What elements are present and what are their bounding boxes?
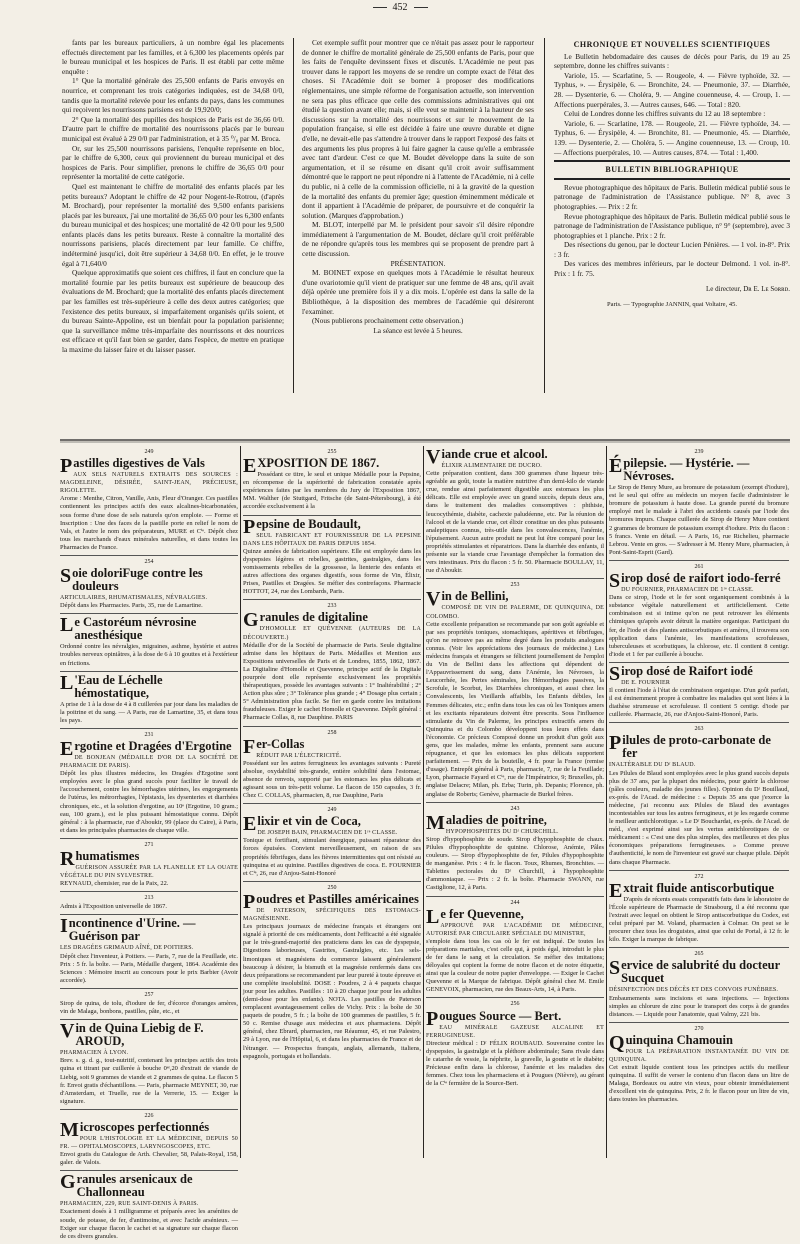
advertisement [60, 989, 238, 1020]
advertisement [609, 561, 789, 663]
ad-body: Admis à l'Exposition universelle de 1867. [60, 903, 167, 911]
ad-body: Embaumements sans incisions et sans injections. — Injections simples au chlorure de zinc pour le transport des corps à de grandes distances. — Liquide pour l'anatomie, quai Valmy, 221 bis. [609, 994, 789, 1018]
ads-column-2 [243, 446, 421, 1158]
ad-subtitle: ARTICULAIRES, RHUMATISMALES, NÉVRALGIES. [60, 595, 208, 602]
ad-body: A prise de 1 à la dose de 4 à 8 cuillerées par jour dans les maladies de la poitrine et du sang. — A Paris, rue de Lamartine, 35, et dans tous les pays. [60, 700, 238, 724]
ad-initial: S [609, 662, 621, 685]
advertisement [609, 723, 789, 870]
ad-subtitle: POUR L'HISTOLOGIE ET LA MÉDECINE, DEPUIS 50 FR. — OPHTALMOSCOPES, LARYNGOSCOPES, ETC. [60, 1135, 238, 1151]
ad-subtitle: HYPOPHOSPHITES DU Dʳ CHURCHILL. [445, 828, 559, 835]
ad-body: D'après de récents essais comparatifs faits dans le laboratoire de l'École supérieure de Pharmacie de Strasbourg, il a été reconnu que l'extrait avec lequel on obtient le Sirop antiscorbutique du Codex, est celui préparé par M. Voland, pharmacien à Colmar. On peut se le procurer chez tous les droguistes, ainsi que celui de Portal, à 12 fr. le kilo. Exiger la marque de fabrique. [609, 895, 789, 944]
advertisement [60, 1110, 238, 1171]
ad-title: Pepsine de Boudault, [243, 515, 361, 538]
ad-body: Envoi gratis du Catalogue de Arth. Chevalier, 58, Palais-Royal, 158, galer. de Valois. [60, 1151, 238, 1167]
advertisement [60, 614, 238, 671]
ad-body: Les principaux journaux de médecine français et étrangers ont signalé à priorité de ces médicaments, dont l'efficacité a été signalée par le très-grand-majorité des praticiens dans les cas de dyspepsie, Digestions laborieuses, Gastrites, Gastralgies, etc. Les sels-limoniques et magnésiens du commerce laissent généralement beaucoup à désirer, la bismuth et la magnésie renfermés dans ces deux préparations se recommandent par leur pureté à toute épreuve et une complète insolubilité. DOSE : Poudres, 2 à 4 paquets chaque jour pour les adultes. Pastilles : 10 à 20 chaque jour pour les adultes (demi-dose pour les enfants). NOTA. Les pastilles de Paterson remplacent avantageusement celles de Vichy. Prix : la boîte de 30 paquets de poudre, 5 fr. ; la boîte de 100 grammes de pastilles, 5 fr. 50 c. Remise d'usage aux médecins et aux pharmaciens. Dépôt général, chez Ebrard, pharmacien, rue Réaumur, 45, et rue Palestro, 29 à Lyon, rue de l'Hôpital, 6, et dans les pharmacies de France et de l'étranger. — Prospectus français, anglais, allemands, italiens, espagnols, portugais et hollandais. [243, 923, 421, 1060]
ad-initial: E [60, 737, 74, 760]
ad-initial: R [60, 848, 75, 870]
advertisement [243, 516, 421, 601]
ad-title: Sirop dosé de raifort iodo-ferré [609, 570, 781, 593]
chronique-paragraph: Variole, 6. — Scarlatine, 178. — Rougeole, 21. — Fièvre typhoïde, 34. — Typhus, 6. — Érysipèle, 4. — Bronchite, 81. — Pneumonie, 45. — Diarrhée, 139. — Dysenterie, 2. — Choléra, 5. — Angine couenneuse, 13. — Croup, 10. — Affections puerpérales, 10. — Autres causes, 874. — Total : 1,400. [554, 118, 790, 157]
ad-initial: F [243, 735, 256, 758]
advertisement [243, 882, 421, 1064]
director-signature: Le directeur, Dʀ E. Lᴇ Sᴏʀʀᴅ. [706, 284, 790, 293]
advertisement [426, 446, 604, 579]
advertisement [609, 663, 789, 723]
ad-title: Fer-Collas [243, 735, 305, 758]
advertisement [426, 579, 604, 802]
advertisement [60, 1020, 238, 1110]
ad-number: 254 [144, 559, 154, 566]
ad-body: Arome : Menthe, Citron, Vanille, Anis, Fleur d'Oranger. Ces pastilles contiennent les principes actifs des eaux alcalines-bicarbonatées, sous forme d'une dose de sels naturels qu'on emploie. — Forme et Inscription : Une des faces de la pastille porte en relief le nom de Vals, et l'autre le nom des préparateurs, MURE et Cⁱᵉ. Dépôt chez tous les marchands d'eaux minérales naturelles, et dans toutes les Pharmacies de France. [60, 495, 238, 551]
ad-initial: M [60, 1118, 79, 1141]
advertisement [609, 871, 789, 949]
ad-title: Rhumatismes [60, 848, 140, 870]
ad-title: Le fer Quevenne, [426, 905, 524, 928]
chronique-heading: CHRONIQUE ET NOUVELLES SCIENTIFIQUES [573, 40, 771, 49]
ad-subtitle: LES DRAGÉES GRIMAUD AÎNÉ, DE POITIERS. [60, 945, 194, 952]
article-paragraph: 2° Que la mortalité des pupilles des hospices de Paris est de 36,66 0/0. D'autre part le chiffre de mortalité des nourrissons placés par le bureau municipal est évalué à 29 0/0 par l'administration, et à 35 ⁰/₀ par M. Broca. [62, 114, 284, 143]
ad-number: 249 [327, 807, 337, 814]
ad-subtitle: GUÉRISON ASSURÉE PAR LA FLANELLE ET LA OUATE VÉGÉTALE DU PIN SYLVESTRE. [60, 865, 238, 880]
ad-title: Pougues Source — Bert. [426, 1007, 562, 1030]
advertisement [609, 948, 789, 1022]
ad-body: Les Pilules de Blaud sont employées avec le plus grand succès depuis plus de 37 ans, par la plupart des médecins, pour guérir la chlorose (pâles couleurs, maladie des jeunes filles). Opinion du Dʳ Bouillaud, ex-prés. de l'Acad. de médecine : « Depuis 35 ans que j'exerce la médecine, j'ai reconnu aux Pilules de Blaud des avantages incontestables sur tous les autres ferrugineux, et je les regarde comme le meilleur antichlorotique. » Le Dʳ Bouchardat, ex-prés. de l'Acad. de méd., s'est exprimé ainsi sur les vertus antichlorotiques de ce médicament : « C'est une des plus simples, des meilleures et des plus économiques préparations ferrugineuses. » Comme preuve d'authenticité, le nom de l'inventeur est gravé sur chaque pilule. Dépôt dans chaque Pharmacie. [609, 769, 789, 866]
ad-body: Quinze années de fabrication supérieure. Elle est employée dans les dyspepsies légères et rebelles, gastrites, gastralgies, dans les vomissements rebelles de la grossesse, la lienterie des enfants et autres affections des organes digestifs, sous forme de Vin, Élixir, Prises, Pastilles et Dragées. Se méfier des contrefaçons. Pharmacie HOTTOT, 24, rue des Lombards, Paris. [243, 547, 421, 596]
ad-body: Cette préparation contient, dans 300 grammes d'une liqueur très-agréable au goût, toute la matière nutritive d'un demi-kilo de viande crue, rendue ainsi parfaitement digestible aux estomacs les plus délicats. Elle est employée avec un grand succès, depuis deux ans, dans le traitement des maladies consomptives : phthisie, leucocythémie, diabète, cachexie paludéenne, etc. Par la réunion de l'alcool et de la viande crue, cet élixir constitue un des plus puissants analeptiques connus, très-utile dans les convalescences, l'anémie, l'épuisement. Aucun autre produit ne peut lui être comparé pour les propriétés stimulantes et réparatrices. Dans la diarrhée des enfants, il présente sur la viande crue l'avantage d'empêcher la formation des vers intestinaux. Prix du flacon : 5 fr. 50. Pharmacie BOULLAY, 11, rue d'Aboukir. [426, 470, 604, 575]
ad-subtitle: AUX SELS NATURELS EXTRAITS DES SOURCES : MAGDELEINE, DÉSIRÉE, SAINT-JEAN, PRÉCIEUSE, RIGOLETTE. [60, 472, 238, 495]
chronique-paragraph: Celui de Londres donne les chiffres suivants du 12 au 18 septembre : [564, 109, 766, 119]
ad-subtitle: POUR LA PRÉPARATION INSTANTANÉE DU VIN DE QUINQUINA. [609, 1048, 789, 1063]
ad-body: Possédant ce titre, le seul et unique Médaille pour la Pepsine, en récompense de la supériorité de fabrication constatée après expériences faites par les membres du Jury de l'Exposition 1867, MM. Walther (de Stuttgard, Fritsche (de Saint-Pétersbourg), à été accordée exclusivement à la [243, 471, 421, 511]
ads-column-3 [426, 446, 604, 1158]
ad-number: 239 [694, 449, 704, 455]
ad-title: Ergotine et Dragées d'Ergotine [60, 737, 232, 760]
ad-number: 226 [144, 1112, 154, 1119]
ad-number: 233 [327, 603, 337, 610]
ad-initial: S [60, 565, 72, 588]
article-paragraph: PRÉSENTATION. [390, 258, 446, 268]
biblio-entry: Revue photographique des hôpitaux de Paris. Bulletin médical publié sous le patronage de l'administration de l'Assistance publique, n° 9° (septembre), avec 3 photographies et 1 planche. Prix : 2 fr. [554, 211, 790, 240]
ad-number: 255 [327, 449, 337, 455]
ad-body: Dépôt les plus illustres médecins, les Dragées d'Ergotine sont employées avec le plus grand succès pour faciliter le travail de l'accouchement, contre les hémorrhagies utérines, les engorgements de l'utérus, les métrorrhagies, l'épistaxis, les dysenteries et diarrhées chroniques, etc., et la solution d'ergotine, au 10ᵉ (Ergotine, 10 gram.; eau, 100 gram.), est le plus puissant hémostatique connu. Dépôt général : à la pharmacie, rue d'Aboukir, 99 (place du Caire), à Paris, et dans les principales pharmacies de chaque ville. [60, 770, 238, 834]
advertisement [426, 897, 604, 999]
article-column-1 [62, 38, 284, 390]
ad-body: Cet extrait liquide contient tous les principes actifs du meilleur quinquina. Il suffit de verser le contenu d'un flacon dans un litre de Malaga, Bordeaux ou autre vin vieux, pour obtenir immédiatement d'excellent vin de quinquina. Prix, 2 fr. le flacon pour un litre de vin, dans toutes les pharmacies. [609, 1064, 789, 1104]
advertisement [609, 446, 789, 561]
article-paragraph: M. BLOT, interpellé par M. le président pour savoir s'il désire répondre immédiatement à l'argumentation de M. Boudet, déclare qu'il croit préférable de ne répondre qu'après tous les membres qui se proposent de prendre part à cette discussion. [302, 220, 534, 259]
ad-initial: Q [609, 1031, 625, 1054]
ad-body: Exactement dosés à 1 milligramme et préparés avec les arsénites de soude, de potasse, de fer, d'antimoine, et avec l'acide arsénieux. — Exiger sur chaque flacon le cachet et sa signature sur chaque flacon de ces divers granules. [60, 1208, 238, 1240]
ad-number: 250 [327, 884, 337, 891]
page-number: 452 [0, 2, 800, 13]
advertisement [60, 1171, 238, 1243]
ad-title: Service de salubrité du docteur Sucquet [609, 957, 780, 986]
ad-number: 256 [510, 1001, 520, 1008]
ad-body: Sirop de quina, de tolu, d'iodure de fer, d'écorce d'oranges amères, vin de Malaga, bonbons, pastilles, pâte, etc., et [60, 1000, 238, 1016]
article-paragraph: Cet exemple suffit pour montrer que ce n'était pas assez pour le rapporteur de donner le chiffre de mortalité générale de 25,500 enfants de Paris, pour que les faits de l'enquête devinssent fixes et discutés. L'Académie ne peut pas trouver dans le rapport les moyens de se rendre un compte exact de l'état des choses. Si l'Académie doit se borner à proposer des modifications réglementaires, une simple réforme de l'organisation actuelle, son intervention ne sera pas plus efficace que celle des commissions administratives qui ont étudié la question avant elle; mais, si elle veut se maintenir à la hauteur de ses discussions sur la mortalité des nourrissons et sur le mouvement de la population française, si elle est décidée à faire une œuvre durable et digne d'elle, ne devait-elle pas s'attendre à trouver dans le rapport l'exposé des faits et des arguments les plus propres à lui faire gagner la cause qu'elle a embrassée avec tant d'ardeur. C'est ce que M. Boudet développe dans la suite de son argumentation, et il se résume en disant qu'il croit avoir suffisamment démontré que le rapport ne peut répondre ni à l'attente de l'Académie, ni à celle du public, ni à celle de la commission officielle, ni à la gravité de la question de la mortalité des enfants du premier âge; question éminemment médicale et dont il appartient à l'Académie de préparer, de poursuivre et de conquérir la solution. (Marques d'approbation.) [302, 38, 534, 220]
ad-body: Directeur médical : Dʳ FÉLIX ROUBAUD. Souveraine contre les dyspepsies, la gastralgie et la pléthore abdominale; Sans rivale dans le catarrhe de vessie, la néphrite, la gravelle, la goutte et le diabète; Précieuse enfin dans la chlorose, l'anémie et les maladies des femmes. Chez tous les pharmaciens et à Pougues (Nièvre), au gérant de la Cⁱᵉ fermière de la Source-Bert. [426, 1039, 604, 1088]
ad-initial: P [60, 455, 73, 478]
ad-number: 263 [694, 726, 704, 733]
ad-subtitle: DE JOSEPH BAIN, PHARMACIEN DE 1ʳᵉ CLASSE. [257, 830, 398, 837]
ad-initial: L [60, 614, 74, 637]
biblio-entry: Des résections du genou, par le docteur Lucien Pénières. — 1 vol. in-8°. Prix : 3 fr. [554, 240, 790, 259]
ad-number: 253 [510, 582, 520, 589]
ad-number: 270 [694, 1025, 704, 1032]
article-paragraph: Quelque approximatifs que soient ces chiffres, il faut en conclure que la mortalité fournie par les petits bureaux est supérieure de beaucoup des évaluations de M. Brochard; que la mortalité des enfants placés directement par les familles est très-supérieure à celle des deux autres catégories; que l'existence des petits bureaux, si imparfaitement organisés qu'ils soient, et du bureau Sainte-Appoline, est un bienfait pour la population parisienne; que la surveillance même très-imparfaite des nourrissons et des nourrices est efficace et qu'il faut bien se garder, dans l'espèce, de mettre en pratique la maxime du laisser faire et du laisser passer. [62, 268, 284, 354]
printer-line: Paris. — Typographie JANNIN, quai Voltaire, 45. [607, 301, 737, 309]
article-paragraph: Quel est maintenant le chiffre de mortalité des enfants placés par les petits bureaux? Adoptant le chiffre de 42 pour Nogent-le-Rotrou, (d'après M. Brochard), pour représenter la mortalité des 9,500 enfants parisiens placés par les bureaux, j'ai une mortalité de 36,65 0/0 pour les 6,300 enfants du bureau municipal et des hospices; une mortalité de 42 0/0 pour les 9,500 enfants placés dans les petits bureaux. Reste à connaître la mortalité des nourrissons parisiens, placés directement par leur famille. Ce chiffre, indéterminé jusqu'ici, doit être supérieur à 34,68 0/0. En effet, je le trouve égal à 71,640/0 [62, 181, 284, 268]
ad-initial: É [609, 455, 623, 478]
article-paragraph: M. BOINET expose en quelques mots à l'Académie le résultat heureux d'une ovariotomie qu'il vient de pratiquer sur une femme de 48 ans, qu'il avait déjà opérée une première fois il y a dix mois. L'opérée est dans la salle de la Bibliothèque, à la disposition des membres de l'académie qui désireront l'examiner. [302, 268, 534, 316]
ad-body: s'emploie dans tous les cas où le fer est indiqué. De toutes les préparations martiales, c'est celle qui, à poids égal, introduit le plus de fer dans le sang et la circulation. Se méfier des imitations; déloyales qui copient la forme de notre flacon et de notre étiquette, ainsi que la couleur de notre papier d'enveloppe. — Exiger le Cachet Quevenne et la Marque de fabrique. Dépôt général chez M. Emile GENEVOIX, pharmacien, rue des Beaux-Arts, 14, à Paris. [426, 937, 604, 994]
section-rule [554, 178, 790, 180]
ad-number: 271 [144, 841, 154, 848]
article-paragraph: 1° Que la mortalité générale des 25,500 enfants de Paris envoyés en nourrice, et comprenant les trois catégories indiquées, est de 34,68 0/0, tandis que la mortalité relevée pour les enfants du pays, dans les communes qui reçoivent les nourrissons parisiens est de 19,920/0; [62, 76, 284, 115]
advertisement [243, 446, 421, 516]
ad-body: Possédant sur les autres ferrugineux les avantages suivants : Pureté absolue, oxydabilité très-grande, entière solubilité dans l'estomac, absence de renvois, supporté par les estomacs les plus délicats et agissant sous un très-petit volume. Le flacon de 150 capsules, 3 fr. Chez C. COLLAS, pharmacien, 8, rue Dauphine, Paris [243, 759, 421, 800]
column-divider [240, 446, 241, 1158]
ornamental-rule [60, 437, 790, 443]
ad-number: 257 [144, 991, 154, 998]
ad-initial: L [426, 905, 440, 928]
ad-body: Tonique et fortifiant, stimulant énergique, puissant réparateur des forces épuisées. Convient merveilleusement, en raison de ses propriétés fébrifuges, dans les fièvres intermittentes qui ont résisté au quinquina et au quinine. Pastilles digestives de coca. E. FOURNIER et Cⁱᵉ, 26, rue d'Anjou-Saint-Honoré [243, 837, 421, 877]
ads-column-4 [609, 446, 789, 1158]
ad-title: Viande crue et alcool. [426, 446, 548, 468]
ad-title: Sirop dosé de Raifort iodé [609, 662, 753, 685]
ad-subtitle: DE BONJEAN (MÉDAILLE D'OR DE LA SOCIÉTÉ DE PHARMACIE DE PARIS). [60, 754, 238, 770]
advertisement [426, 803, 604, 897]
ad-initial: P [426, 1007, 439, 1030]
ad-body: Sirop d'hypophosphite de soude. Sirop d'hypophosphite de chaux. Pilules d'hypophosphite de quinine. Chlorose, Anémie, Pâles couleurs. — Sirop d'hypophosphite de fer, Pilules d'hypophosphite de manganèse. Prix : 4 fr. le flacon. Toux, Rhumes, Bronchites. — Tablettes pectorales du Dʳ Churchill, à l'hypophosphite d'ammoniaque. — Prix : 2 fr. la boîte. Pharmacie SWANN, rue Castiglione, 12, à Paris. [426, 835, 604, 892]
section-rule [554, 160, 790, 162]
ad-title: Pilules de proto-carbonate de fer [609, 732, 771, 761]
ad-initial: E [243, 813, 257, 836]
advertisement [426, 998, 604, 1091]
advertisement [60, 915, 238, 988]
chronique-paragraph: Le Bulletin hebdomadaire des causes de décès pour Paris, du 19 au 25 septembre, donne les chiffres suivants : [554, 51, 790, 71]
article-paragraph: fants par les bureaux particuliers, à un nombre égal les placements effectués directement par les familles, et à 6,300 les placements opérés par le bureau municipal et les hospices de Paris. Il est établi par cette même enquête : [62, 38, 284, 76]
ad-initial: G [60, 1171, 76, 1194]
advertisement [60, 446, 238, 556]
advertisement [60, 729, 238, 839]
ad-title: Extrait fluide antiscorbutique [609, 879, 775, 902]
ad-subtitle: DÉSINFECTION DES DÉCÈS ET DES CONVOIS FUNÈBRES. [609, 987, 779, 994]
advertisement [609, 1023, 789, 1108]
ad-subtitle: DE E. FOURNIER [621, 679, 671, 686]
ad-title: Le Castoréum névrosine anesthésique [60, 614, 197, 643]
ad-title: Elixir et vin de Coca, [243, 813, 361, 836]
ad-subtitle: COMPOSÉ DE VIN DE PALERME, DE QUINQUINA, DE COLOMBO. [426, 605, 604, 620]
ad-body: Le Sirop de Henry Mure, au bromure de potassium (exempt d'iodure), est le seul qui offre au médecin un moyen facile d'administrer le bromure de potassium à haute dose. La grande pureté du bromure employé met le malade à l'abri des accidents causés par l'iode des bromures impurs. Chaque cuillerée de Sirop de Henry Mure contient 2 grammes de bromure de potassium exempt d'iodure. Prix du flacon : 5 francs. Vente en détail. — A Paris, 16, rue Richelieu, pharmacie Lebrou. Vente en gros. — S'adresser à M. Henry Mure, pharmacien, à Pont-Saint-Esprit (Gard). [609, 484, 789, 556]
ad-subtitle: D'HOMOLLE ET QUÉVENNE (AUTEURS DE LA DÉCOUVERTE.) [243, 626, 421, 641]
ad-initial: G [243, 609, 259, 632]
article-column-2 [302, 38, 534, 390]
ads-column-1 [60, 446, 238, 1240]
ad-subtitle: PHARMACIEN, 229, RUE SAINT-DENIS À PARIS. [60, 1201, 199, 1208]
ad-number: 258 [327, 729, 337, 736]
advertisement [243, 727, 421, 805]
ad-body: Médaille d'or de la Société de pharmacie de Paris. Seule digitaline admise dans les hôpitaux de Paris. Médailles et Mention aux Expositions universelles de Paris et de Londres, 1855, 1862, 1867. La Digitaline d'Homolle et Quevenne, principe actif de la Digitale pourprée dont elle représente exclusivement les propriétés thérapeutiques, possède les avantages suivants : 1° Inaltérabilité ; 2° Action plus sûre ; 3° Tolérance plus grande ; 4° Dosage plus certain ; 5° Administration plus facile. Se fier en garde contre les imitations frauduleuses. Exiger le cachet Homolle et Quevenne. Dépôt général : Pharmacie Collas, 8, rue Dauphine. PARIS [243, 641, 421, 722]
advertisement [60, 672, 238, 729]
biblio-heading: BULLETIN BIBLIOGRAPHIQUE [605, 165, 739, 175]
ad-subtitle: SEUL FABRICANT ET FOURNISSEUR DE LA PEPSINE DANS LES HÔPITAUX DE PARIS DEPUIS 1854. [243, 532, 421, 547]
column-divider [606, 446, 607, 1158]
ad-subtitle: RÉDUIT PAR L'ÉLECTRICITÉ. [256, 752, 342, 759]
chronique-column [554, 38, 790, 390]
ad-title: Vin de Quina Liebig de F. AROUD, [60, 1020, 204, 1049]
ad-body: Cette excellente préparation se recommande par son goût agréable et par ses propriétés toniques, stomachiques, apéritives et fébrifuges, qu'on ne retrouve pas au même degré dans les produits analogues connus. (Voir les appréciations des journaux de médecine.) Les médecins français et étrangers se félicitent journellement de l'emploi du Vin de Bellini dans les affections qui dépendent de l'Appauvrissement du sang, dans l'Anémie, les Névroses, la Leucorrhée, les Pertes séminales, les Hémorrhagies passives, la Scrofule, le Scorbut, les Diarrhées chroniques, et aussi chez les Convalescents, les Vieillards affaiblis, les Enfants débiles, les Femmes délicates, etc.; enfin dans tous les cas où les Toniques amers et les excitants réparateurs doivent être prescrits. Sous l'influence stimulante du Vin de Palerme, les principes extractifs amers du Quinquina et du Colombo développent tous leurs effets dans l'économie. Ce précieux Composé donne un produit d'un goût aux gens, que les malades, même les enfants, prennent sans aucune répugnance, et que les estomacs les plus délicats supportent parfaitement. — Prix de la bouteille, 4 fr. pour la France (remise d'usage). Entrepôt général à Paris, pharmacie, 7, rue de la Feuillade; Lyon, pharmacie Fayard et Cⁱᵉ, rue de l'Impératrice, 9; Bruxelles, ph. anglaise Delacre; Milan, ph. Erba; Turin, ph. Depanis; Florence, ph. anglaise de Roberts; Genève, pharmacie de Burkel frères. [426, 620, 604, 798]
advertisement [243, 804, 421, 882]
ad-title: Microscopes perfectionnés [60, 1118, 210, 1141]
ad-title: EXPOSITION DE 1867. [243, 455, 380, 478]
ad-title: Épilepsie. — Hystérie. — Névroses. [609, 455, 750, 484]
ad-title: Poudres et Pastilles américaines [243, 890, 419, 913]
ad-initial: V [60, 1020, 75, 1043]
ad-body: Dans ce sirop, l'iode et le fer sont organiquement combinés à la substance végétale naturellement et artificiellement. Cette combinaison est si intime qu'on ne peut retrouver les éléments chimiques qu'après avoir détruit la matière organique. Participant du fer, de l'iode et des plantes antiscorbutiques et amères, il trouvera son application dans l'anémie, les manifestations scrofuleuses, tuberculeuses et scorbutiques, la chlorose, etc. Il contient 8 centigr. d'iode et 1 fer par cuillerée à bouche. [609, 594, 789, 658]
ad-initial: E [243, 455, 257, 478]
chronique-paragraph: Variole, 15. — Scarlatine, 5. — Rougeole, 4. — Fièvre typhoïde, 32. — Typhus, ». — Érysipèle, 6. — Bronchite, 24. — Pneumonie, 37. — Diarrhée, 28. — Dysenterie, 6. — Choléra, 9. — Angine couenneuse, 4. — Croup, 1. — Affections puerpérales, 3. — Autres causes, 646. — Total : 820. [554, 70, 790, 109]
ad-body: REYNAUD, chemisier, rue de la Paix, 22. [60, 880, 169, 888]
biblio-entry: Revue photographique des hôpitaux de Paris. Bulletin médical publié sous le patronage de l'administration de l'Assistance publique. N° 8, avec 3 photographies. — Prix : 2 fr. [554, 182, 790, 211]
ad-title: Maladies de poitrine, [426, 811, 547, 834]
ad-initial: V [426, 588, 441, 611]
ad-number: 243 [510, 805, 520, 812]
ad-subtitle: ÉLIXIR ALIMENTAIRE DE DUCRO. [441, 463, 542, 469]
ad-initial: S [609, 957, 621, 980]
ad-initial: S [609, 570, 621, 593]
advertisement [60, 839, 238, 892]
ad-subtitle: EAU MINÉRALE GAZEUSE ALCALINE ET FERRUGINEUSE. [426, 1024, 604, 1039]
ad-body: Il contient l'iode à l'état de combinaison organique. D'un goût parfait, il est éminemment propre à combattre les maladies qui sont liées à la diathèse strumeuse et scrofuleuse. Il contient 5 centigr. d'iode par cuillerée. Pharmacie, 26, rue d'Anjou-Saint-Honoré, Paris. [609, 686, 789, 719]
article-paragraph: La séance est levée à 5 heures. [373, 325, 463, 335]
ad-initial: L [60, 671, 74, 694]
ad-subtitle: PHARMACIEN À LYON. [60, 1050, 129, 1057]
ad-subtitle: INALTÉRABLE DU Dʳ BLAUD. [609, 762, 696, 769]
ad-number: 272 [694, 873, 704, 880]
ad-initial: P [609, 732, 622, 755]
ad-number: 213 [144, 895, 154, 902]
ad-number: 249 [144, 449, 154, 455]
article-paragraph: Or, sur les 25,500 nourrissons parisiens, l'enquête représente en bloc, par le chiffre de 6,300, ceux qui proviennent du bureau municipal et des hospices de Paris. Pour simplifier, prenons le chiffre de 36,65 0/0 pour représenter la mortalité de cette catégorie. [62, 143, 284, 182]
ad-number: 244 [510, 899, 520, 906]
ad-title: Quinquina Chamouin [609, 1031, 733, 1054]
ad-title: Granules arsenicaux de Challonneau [60, 1171, 193, 1200]
column-divider [423, 446, 424, 1158]
ad-subtitle: DU FOURNIER, PHARMACIEN DE 1ʳᵉ CLASSE. [621, 587, 754, 594]
ad-body: Ordonné contre les névralgies, migraines, asthme, hystérie et autres troubles nerveux opiniâtres, à la dose de 6 à 10 gouttes et à l'extérieur en frictions. [60, 643, 238, 667]
column-divider [293, 38, 294, 393]
ad-title: Soie doloriFuge contre les douleurs [60, 565, 203, 594]
ad-title: Vin de Bellini, [426, 588, 509, 611]
ad-title: Pastilles digestives de Vals [60, 455, 205, 478]
ad-initial: P [243, 890, 256, 913]
advertisement [60, 892, 238, 915]
ad-initial: P [243, 515, 256, 538]
ad-subtitle: DE PATERSON, SPÉCIFIQUES DES ESTOMACS-MAGNÉSIENNE. [243, 907, 421, 923]
advertisement [243, 600, 421, 726]
ad-title: L 'Eau de Léchelle hémostatique, [60, 671, 163, 700]
advertisement [60, 556, 238, 614]
ad-subtitle: APPROUVÉ PAR L'ACADÉMIE DE MÉDECINE, AUTORISÉ PAR CIRCULAIRE SPÉCIALE DU MINISTRE, [426, 922, 604, 937]
ad-initial: V [426, 446, 441, 468]
column-divider [544, 38, 545, 393]
ad-initial: I [60, 915, 68, 938]
ad-title: Incontinence d'Urine. — Guérison par [60, 915, 196, 944]
ad-body: Brev. s. g. d. g., tout-nutritif, contenant les principes actifs des trois quina et titrant par cuillerée à bouche 0ᵉʳ,20 d'extrait de viande de Liebig, soit 9 grammes de viande et 2 grammes de quina. Le flacon 5 fr. Envoi gratis d'échantillons. — Paris, pharmacie MEYNET, 30, rue d'Amsterdam, et Truelle, rue de la Verrerie, 15. — Exiger la signature. [60, 1057, 238, 1105]
ad-body: Dépôt chez l'inventeur, à Poitiers. — Paris, 7, rue de la Feuillade, etc. Prix : 5 fr. la boîte. — Paris, Médaille d'argent, 1864. Académie des Sciences : Mémoire inscrit au concours pour le prix Barbier (Avoir accordée). [60, 952, 238, 984]
biblio-entry: Des varices des membres inférieurs, par le docteur Delmond. 1 vol. in-8°. Prix : 1 fr. 75. [554, 259, 790, 279]
ad-initial: E [609, 879, 623, 902]
ad-initial: M [426, 811, 445, 834]
ad-title: Granules de digitaline [243, 609, 368, 632]
article-paragraph: (Nous publierons prochainement cette observation.) [312, 316, 464, 326]
ad-number: 231 [144, 731, 154, 738]
ad-number: 261 [694, 563, 704, 570]
ad-body: Dépôt dans les Pharmacies. Paris, 35, rue de Lamartine. [60, 602, 203, 610]
ad-number: 265 [694, 951, 704, 958]
